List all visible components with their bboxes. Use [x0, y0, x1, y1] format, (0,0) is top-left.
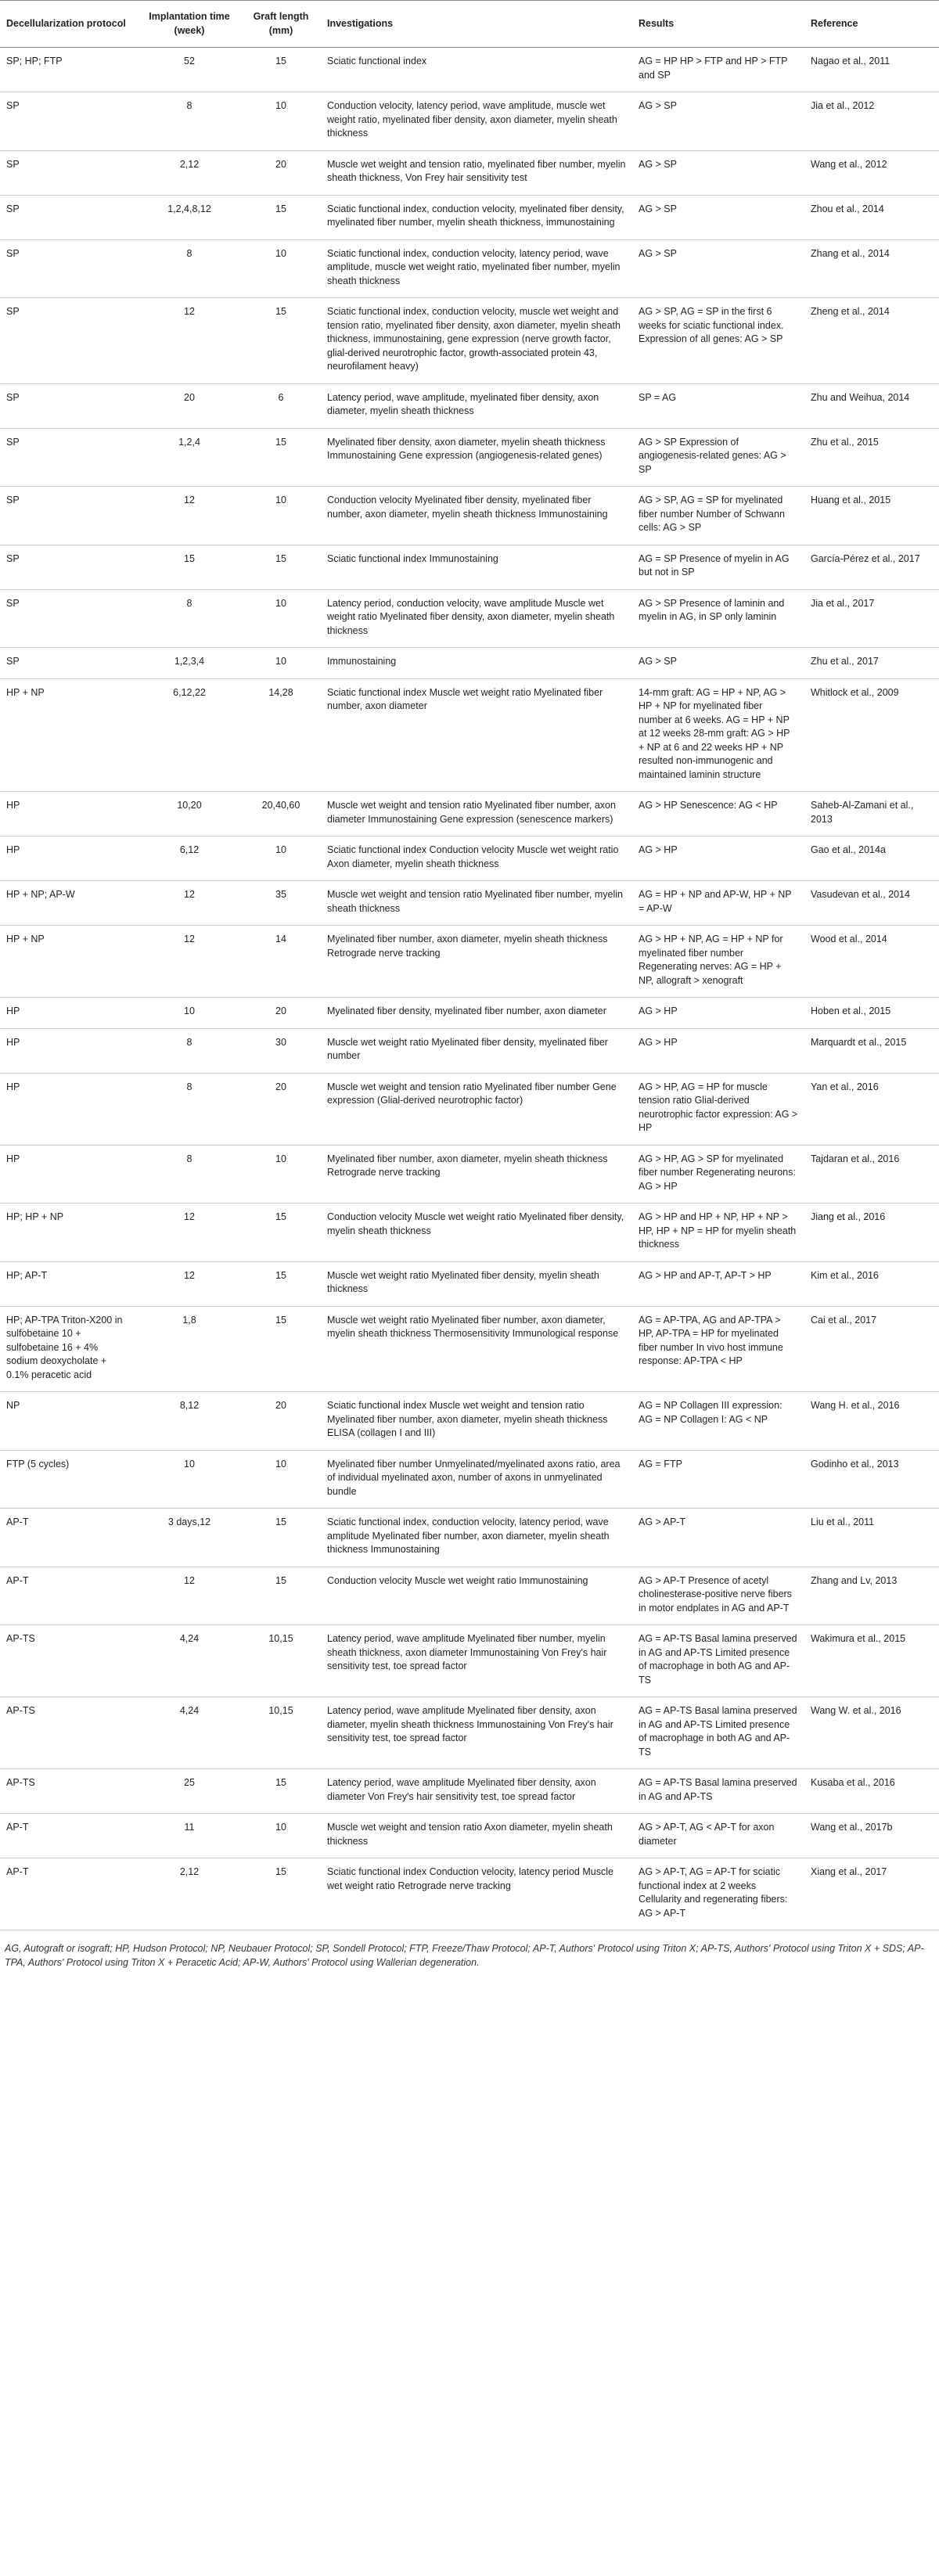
cell-time: 6,12,22 — [173, 686, 206, 698]
cell-reference: Kim et al., 2016 — [811, 1269, 879, 1281]
cell-reference: Liu et al., 2011 — [811, 1516, 875, 1527]
cell-reference: Zhou et al., 2014 — [811, 203, 884, 214]
cell-length: 14,28 — [268, 686, 293, 698]
cell-investigations: Sciatic functional index, conduction velocity, muscle wet weight and tension ratio, myelinated fiber density, axon diameter, myelin sheath thickness, immunostaining, gene expression (nerve growth factor, glial-derived neurotrophic factor, growth-associated protein 43, neurofilament heavy) — [327, 306, 621, 372]
cell-reference: Wakimura et al., 2015 — [811, 1633, 906, 1644]
cell-reference: Cai et al., 2017 — [811, 1314, 877, 1326]
cell-protocol: AP-TS — [6, 1633, 35, 1644]
cell-results: AG > SP — [639, 158, 677, 170]
cell-reference: Wang et al., 2017b — [811, 1822, 893, 1833]
header-protocol: Decellularization protocol — [6, 17, 126, 29]
cell-protocol: SP — [6, 495, 20, 505]
cell-investigations: Sciatic functional index Muscle wet weight and tension ratio Myelinated fiber number, axon diameter, myelin sheath thickness ELISA (collagen I and III) — [327, 1400, 608, 1438]
cell-time: 2,12 — [179, 1866, 200, 1877]
cell-time: 12 — [184, 306, 195, 317]
cell-protocol: SP — [6, 247, 20, 259]
cell-protocol: HP — [6, 1081, 20, 1092]
cell-time: 12 — [184, 1269, 195, 1281]
cell-protocol: HP — [6, 1036, 20, 1048]
cell-results: AG = AP-TS Basal lamina preserved in AG and AP-TS Limited presence of macrophage in both AG and AP-TS — [639, 1633, 797, 1686]
cell-reference: Kusaba et al., 2016 — [811, 1777, 895, 1788]
cell-investigations: Muscle wet weight ratio Myelinated fiber density, myelinated fiber number — [327, 1036, 608, 1061]
cell-length: 10 — [275, 1822, 286, 1833]
cell-length: 10,15 — [268, 1705, 293, 1716]
table-row — [0, 1392, 939, 1451]
cell-reference: Godinho et al., 2013 — [811, 1458, 899, 1470]
cell-protocol: SP — [6, 158, 20, 170]
cell-investigations: Muscle wet weight ratio Myelinated fiber density, myelin sheath thickness — [327, 1269, 599, 1294]
cell-reference: Jia et al., 2012 — [811, 100, 875, 111]
cell-protocol: HP — [6, 844, 20, 855]
cell-time: 4,24 — [179, 1633, 200, 1644]
cell-time: 12 — [184, 889, 195, 900]
cell-results: AG > SP — [639, 656, 677, 667]
table-row — [0, 1769, 939, 1814]
cell-protocol: HP + NP; AP-W — [6, 889, 75, 900]
cell-results: AG > SP, AG = SP for myelinated fiber number Number of Schwann cells: AG > SP — [639, 495, 785, 533]
cell-length: 10 — [275, 1153, 286, 1164]
cell-results: AG = SP Presence of myelin in AG but not in SP — [639, 552, 790, 577]
cell-investigations: Myelinated fiber density, myelinated fiber number, axon diameter — [327, 1006, 606, 1016]
cell-investigations: Muscle wet weight and tension ratio Myelinated fiber number, myelin sheath thickness — [327, 889, 623, 914]
cell-time: 4,24 — [179, 1705, 200, 1716]
table-row — [0, 428, 939, 487]
cell-reference: Yan et al., 2016 — [811, 1081, 879, 1092]
cell-time: 52 — [184, 56, 195, 67]
cell-time: 10 — [184, 1006, 195, 1016]
cell-protocol: AP-T — [6, 1574, 29, 1586]
cell-protocol: SP — [6, 552, 20, 564]
cell-time: 8 — [186, 597, 192, 609]
table-row — [0, 1203, 939, 1262]
cell-investigations: Sciatic functional index, conduction velocity, myelinated fiber density, myelinated fiber number, myelin sheath thickness, immunostaining — [327, 203, 624, 228]
table-row — [0, 998, 939, 1029]
cell-time: 2,12 — [179, 158, 200, 170]
cell-time: 15 — [184, 552, 195, 564]
cell-reference: Wood et al., 2014 — [811, 934, 887, 944]
cell-investigations: Latency period, wave amplitude, myelinated fiber density, axon diameter, myelin sheath thickness — [327, 391, 599, 416]
table-row — [0, 836, 939, 881]
cell-investigations: Latency period, wave amplitude Myelinated fiber density, axon diameter Von Frey's hair sensitivity test, toe spread factor — [327, 1777, 596, 1802]
cell-time: 8 — [186, 247, 192, 259]
cell-reference: Zhu et al., 2015 — [811, 436, 879, 448]
cell-time: 12 — [184, 934, 195, 944]
cell-time: 1,2,3,4 — [174, 656, 205, 667]
cell-results: AG > HP Senescence: AG < HP — [639, 800, 778, 811]
table-row — [0, 298, 939, 384]
header-results: Results — [639, 17, 675, 29]
table-row — [0, 926, 939, 998]
cell-results: AG > AP-T, AG = AP-T for sciatic functional index at 2 weeks Cellularity and regenerating fibers: AG > AP-T — [639, 1866, 788, 1919]
table-row — [0, 1814, 939, 1858]
cell-protocol: AP-T — [6, 1822, 29, 1833]
table-row — [0, 239, 939, 298]
cell-length: 10 — [275, 495, 286, 505]
cell-results: AG > SP — [639, 203, 677, 214]
cell-investigations: Myelinated fiber density, axon diameter, myelin sheath thickness Immunostaining Gene expression (angiogenesis-related genes) — [327, 436, 606, 461]
cell-reference: Wang W. et al., 2016 — [811, 1705, 901, 1716]
cell-investigations: Sciatic functional index Conduction velocity Muscle wet weight ratio Axon diameter, myelin sheath thickness — [327, 844, 619, 869]
table-footnote: AG, Autograft or isograft; HP, Hudson Protocol; NP, Neubauer Protocol; SP, Sondell Protocol; FTP, Freeze/Thaw Protocol; AP-T, Authors' Protocol using Triton X; AP-TS, Authors' Protocol using Triton X + SDS; AP-TPA, Authors' Protocol using Triton X + Peracetic Acid; AP-W, Authors' Protocol using Wallerian degeneration. — [5, 1943, 924, 1969]
cell-results: AG = HP + NP and AP-W, HP + NP = AP-W — [639, 889, 792, 914]
cell-results: AG > SP — [639, 100, 677, 111]
cell-investigations: Conduction velocity Muscle wet weight ratio Immunostaining — [327, 1574, 588, 1586]
cell-time: 12 — [184, 495, 195, 505]
cell-reference: Gao et al., 2014a — [811, 844, 886, 855]
cell-results: AG > HP and HP + NP, HP + NP > HP, HP + NP = HP for myelin sheath thickness — [639, 1211, 797, 1250]
cell-investigations: Immunostaining — [327, 656, 397, 667]
cell-protocol: FTP (5 cycles) — [6, 1458, 70, 1470]
cell-protocol: SP — [6, 100, 20, 111]
cell-protocol: HP; AP-T — [6, 1269, 48, 1281]
cell-time: 20 — [184, 391, 195, 403]
cell-time: 8 — [186, 1153, 192, 1164]
table-header — [0, 1, 939, 48]
cell-investigations: Muscle wet weight and tension ratio Myelinated fiber number Gene expression (Glial-derived neurotrophic factor) — [327, 1081, 617, 1106]
cell-reference: Tajdaran et al., 2016 — [811, 1153, 900, 1164]
table-row — [0, 1697, 939, 1769]
cell-time: 8,12 — [179, 1400, 200, 1411]
cell-investigations: Muscle wet weight and tension ratio, myelinated fiber number, myelin sheath thickness, Von Frey hair sensitivity test — [327, 158, 626, 183]
cell-protocol: SP — [6, 656, 20, 667]
cell-length: 15 — [275, 1314, 286, 1326]
table-row — [0, 545, 939, 589]
cell-results: AG > HP, AG > SP for myelinated fiber number Regenerating neurons: AG > HP — [639, 1153, 796, 1192]
cell-reference: Xiang et al., 2017 — [811, 1866, 887, 1877]
cell-reference: Wang et al., 2012 — [811, 158, 887, 170]
table-row — [0, 150, 939, 195]
header-reference: Reference — [811, 17, 858, 29]
cell-reference: Zhu et al., 2017 — [811, 656, 879, 667]
cell-investigations: Myelinated fiber number, axon diameter, myelin sheath thickness Retrograde nerve tracking — [327, 1153, 608, 1178]
cell-results: AG = HP HP > FTP and HP > FTP and SP — [639, 56, 788, 81]
table-row — [0, 1145, 939, 1203]
cell-length: 15 — [275, 1516, 286, 1527]
cell-protocol: HP — [6, 1153, 20, 1164]
cell-investigations: Sciatic functional index — [327, 56, 427, 67]
cell-reference: Whitlock et al., 2009 — [811, 686, 899, 698]
cell-time: 11 — [184, 1822, 195, 1833]
cell-time: 8 — [186, 1036, 192, 1048]
cell-results: AG > HP — [639, 1006, 678, 1016]
cell-length: 10 — [275, 1458, 286, 1470]
table-row — [0, 1567, 939, 1625]
cell-protocol: HP — [6, 800, 20, 811]
cell-time: 1,8 — [182, 1314, 196, 1326]
cell-length: 20 — [275, 1400, 286, 1411]
cell-investigations: Muscle wet weight ratio Myelinated fiber number, axon diameter, myelin sheath thickness Thermosensitivity Immunological response — [327, 1314, 619, 1339]
cell-investigations: Latency period, wave amplitude Myelinated fiber number, myelin sheath thickness, axon diameter Immunostaining Von Frey's hair sensitivity test, toe spread factor — [327, 1633, 607, 1671]
table-row — [0, 92, 939, 151]
cell-investigations: Muscle wet weight and tension ratio Axon diameter, myelin sheath thickness — [327, 1822, 613, 1847]
cell-results: AG = AP-TPA, AG and AP-TPA > HP, AP-TPA = HP for myelinated fiber number In vivo host immune response: AP-TPA < HP — [639, 1314, 783, 1366]
cell-reference: Wang H. et al., 2016 — [811, 1400, 900, 1411]
cell-reference: Zhang and Lv, 2013 — [811, 1574, 898, 1586]
cell-time: 1,2,4 — [178, 436, 200, 448]
cell-length: 15 — [275, 1866, 286, 1877]
table-row — [0, 589, 939, 648]
cell-reference: Hoben et al., 2015 — [811, 1006, 891, 1016]
cell-protocol: SP — [6, 597, 20, 609]
cell-length: 15 — [275, 203, 286, 214]
table-row — [0, 1261, 939, 1306]
table-row — [0, 1625, 939, 1697]
table-row — [0, 648, 939, 679]
cell-results: AG > AP-T — [639, 1516, 686, 1527]
cell-length: 10 — [275, 844, 286, 855]
cell-time: 25 — [184, 1777, 195, 1788]
cell-protocol: HP; HP + NP — [6, 1211, 64, 1222]
cell-investigations: Conduction velocity Muscle wet weight ratio Myelinated fiber density, myelin sheath thickness — [327, 1211, 624, 1236]
cell-length: 20,40,60 — [261, 800, 300, 811]
cell-results: AG = NP Collagen III expression: AG = NP Collagen I: AG < NP — [639, 1400, 782, 1425]
cell-length: 6 — [278, 391, 284, 403]
cell-results: AG > HP — [639, 844, 678, 855]
cell-time: 6,12 — [179, 844, 200, 855]
cell-protocol: AP-T — [6, 1866, 29, 1877]
table-row — [0, 1858, 939, 1930]
table-row — [0, 1028, 939, 1073]
cell-investigations: Latency period, conduction velocity, wave amplitude Muscle wet weight ratio Myelinated fiber density, axon diameter, myelin sheath thickness — [327, 597, 615, 636]
cell-protocol: HP; AP-TPA Triton-X200 in sulfobetaine 10 + sulfobetaine 16 + 4% sodium deoxycholate + 0.1% peracetic acid — [6, 1314, 123, 1380]
cell-reference: Zhu and Weihua, 2014 — [811, 391, 910, 403]
cell-time: 10 — [184, 1458, 195, 1470]
cell-protocol: HP + NP — [6, 686, 45, 698]
cell-results: AG > HP and AP-T, AP-T > HP — [639, 1269, 772, 1281]
cell-reference: Huang et al., 2015 — [811, 495, 891, 505]
table-row — [0, 1509, 939, 1567]
cell-reference: Zheng et al., 2014 — [811, 306, 890, 317]
cell-protocol: HP + NP — [6, 934, 45, 944]
cell-investigations: Conduction velocity, latency period, wave amplitude, muscle wet weight ratio, myelinated fiber density, axon diameter, myelin sheath thickness — [327, 100, 617, 139]
cell-length: 20 — [275, 1081, 286, 1092]
cell-protocol: NP — [6, 1400, 20, 1411]
cell-results: 14-mm graft: AG = HP + NP, AG > HP + NP for myelinated fiber number at 6 weeks. AG = HP + NP at 12 weeks 28-mm graft: AG > HP + NP at 6 and 22 weeks HP + NP resulted non-immunogenic and maintained laminin structure — [639, 686, 790, 780]
cell-length: 20 — [275, 1006, 286, 1016]
cell-reference: Vasudevan et al., 2014 — [811, 889, 910, 900]
cell-length: 15 — [275, 1211, 286, 1222]
cell-time: 12 — [184, 1211, 195, 1222]
cell-reference: Jiang et al., 2016 — [811, 1211, 886, 1222]
cell-length: 10 — [275, 247, 286, 259]
cell-reference: Saheb-Al-Zamani et al., 2013 — [811, 800, 914, 825]
cell-investigations: Sciatic functional index Immunostaining — [327, 552, 498, 564]
cell-length: 10,15 — [268, 1633, 293, 1644]
cell-results: AG = AP-TS Basal lamina preserved in AG and AP-TS — [639, 1777, 797, 1802]
table-row — [0, 1450, 939, 1509]
table-row — [0, 881, 939, 926]
table-row — [0, 383, 939, 428]
cell-results: AG > SP Expression of angiogenesis-related genes: AG > SP — [639, 436, 786, 475]
cell-investigations: Myelinated fiber number Unmyelinated/myelinated axons ratio, area of individual myelinated axon, number of axons in unmyelinated bundle — [327, 1458, 621, 1497]
cell-time: 8 — [186, 1081, 192, 1092]
cell-results: AG > AP-T, AG < AP-T for axon diameter — [639, 1822, 775, 1847]
table-row — [0, 792, 939, 836]
cell-time: 12 — [184, 1574, 195, 1586]
cell-investigations: Conduction velocity Myelinated fiber density, myelinated fiber number, axon diameter, myelin sheath thickness Immunostaining — [327, 495, 608, 520]
cell-results: AG > HP + NP, AG = HP + NP for myelinated fiber number Regenerating nerves: AG = HP + NP, allograft > xenograft — [639, 934, 783, 986]
table-row — [0, 195, 939, 239]
header-investigations: Investigations — [327, 17, 394, 29]
cell-investigations: Sciatic functional index Muscle wet weight ratio Myelinated fiber number, axon diameter — [327, 686, 603, 711]
cell-investigations: Sciatic functional index, conduction velocity, latency period, wave amplitude, muscle wet weight ratio, myelinated fiber number, myelin sheath thickness — [327, 247, 621, 286]
cell-length: 35 — [275, 889, 286, 900]
table-body — [0, 48, 939, 1930]
cell-length: 15 — [275, 56, 286, 67]
cell-results: SP = AG — [639, 391, 677, 403]
cell-length: 15 — [275, 552, 286, 564]
cell-investigations: Sciatic functional index, conduction velocity, latency period, wave amplitude Myelinated fiber number, axon diameter, myelin sheath thickness Immunostaining — [327, 1516, 610, 1555]
cell-length: 20 — [275, 158, 286, 170]
cell-length: 15 — [275, 436, 286, 448]
cell-reference: Zhang et al., 2014 — [811, 247, 890, 259]
cell-reference: Marquardt et al., 2015 — [811, 1036, 907, 1048]
cell-protocol: SP — [6, 436, 20, 448]
cell-time: 8 — [186, 100, 192, 111]
cell-protocol: AP-T — [6, 1516, 29, 1527]
cell-results: AG > SP Presence of laminin and myelin in AG, in SP only laminin — [639, 597, 785, 622]
cell-results: AG > HP — [639, 1036, 678, 1048]
cell-investigations: Latency period, wave amplitude Myelinated fiber density, axon diameter, myelin sheath thickness Immunostaining Von Frey's hair sensitivity test, toe spread factor — [327, 1705, 613, 1743]
cell-protocol: AP-TS — [6, 1705, 35, 1716]
cell-results: AG = FTP — [639, 1458, 682, 1470]
cell-protocol: SP; HP; FTP — [6, 56, 63, 67]
cell-results: AG > AP-T Presence of acetyl cholinesterase-positive nerve fibers in motor endplates in AG and AP-T — [639, 1574, 792, 1614]
table-row — [0, 678, 939, 792]
cell-protocol: SP — [6, 203, 20, 214]
cell-protocol: SP — [6, 391, 20, 403]
cell-length: 15 — [275, 1269, 286, 1281]
cell-protocol: SP — [6, 306, 20, 317]
cell-investigations: Myelinated fiber number, axon diameter, myelin sheath thickness Retrograde nerve tracking — [327, 934, 608, 959]
cell-length: 30 — [275, 1036, 286, 1048]
cell-length: 10 — [275, 656, 286, 667]
table-row — [0, 1306, 939, 1392]
cell-length: 15 — [275, 1777, 286, 1788]
cell-time: 3 days,12 — [167, 1516, 211, 1527]
cell-results: AG > HP, AG = HP for muscle tension ratio Glial-derived neurotrophic factor expression: AG > HP — [639, 1081, 798, 1133]
cell-length: 10 — [275, 100, 286, 111]
cell-length: 15 — [275, 306, 286, 317]
cell-reference: Nagao et al., 2011 — [811, 56, 890, 67]
cell-results: AG = AP-TS Basal lamina preserved in AG and AP-TS Limited presence of macrophage in both AG and AP-TS — [639, 1705, 797, 1758]
cell-investigations: Muscle wet weight and tension ratio Myelinated fiber number, axon diameter Immunostaining Gene expression (senescence markers) — [327, 800, 616, 825]
table-row — [0, 487, 939, 545]
cell-length: 10 — [275, 597, 286, 609]
header-time: Implantation time (week) — [149, 11, 230, 36]
cell-reference: Jia et al., 2017 — [811, 597, 875, 609]
cell-results: AG > SP — [639, 247, 677, 259]
header-length: Graft length (mm) — [253, 11, 309, 36]
cell-time: 10,20 — [177, 800, 202, 811]
cell-investigations: Sciatic functional index Conduction velocity, latency period Muscle wet weight ratio Retrograde nerve tracking — [327, 1866, 613, 1891]
table-row — [0, 48, 939, 92]
cell-protocol: AP-TS — [6, 1777, 35, 1788]
cell-reference: García-Pérez et al., 2017 — [811, 552, 920, 564]
cell-results: AG > SP, AG = SP in the first 6 weeks for sciatic functional index. Expression of all genes: AG > SP — [639, 306, 784, 344]
cell-protocol: HP — [6, 1006, 20, 1016]
cell-time: 1,2,4,8,12 — [167, 203, 211, 214]
cell-length: 14 — [275, 934, 286, 944]
cell-length: 15 — [275, 1574, 286, 1586]
table-row — [0, 1073, 939, 1145]
